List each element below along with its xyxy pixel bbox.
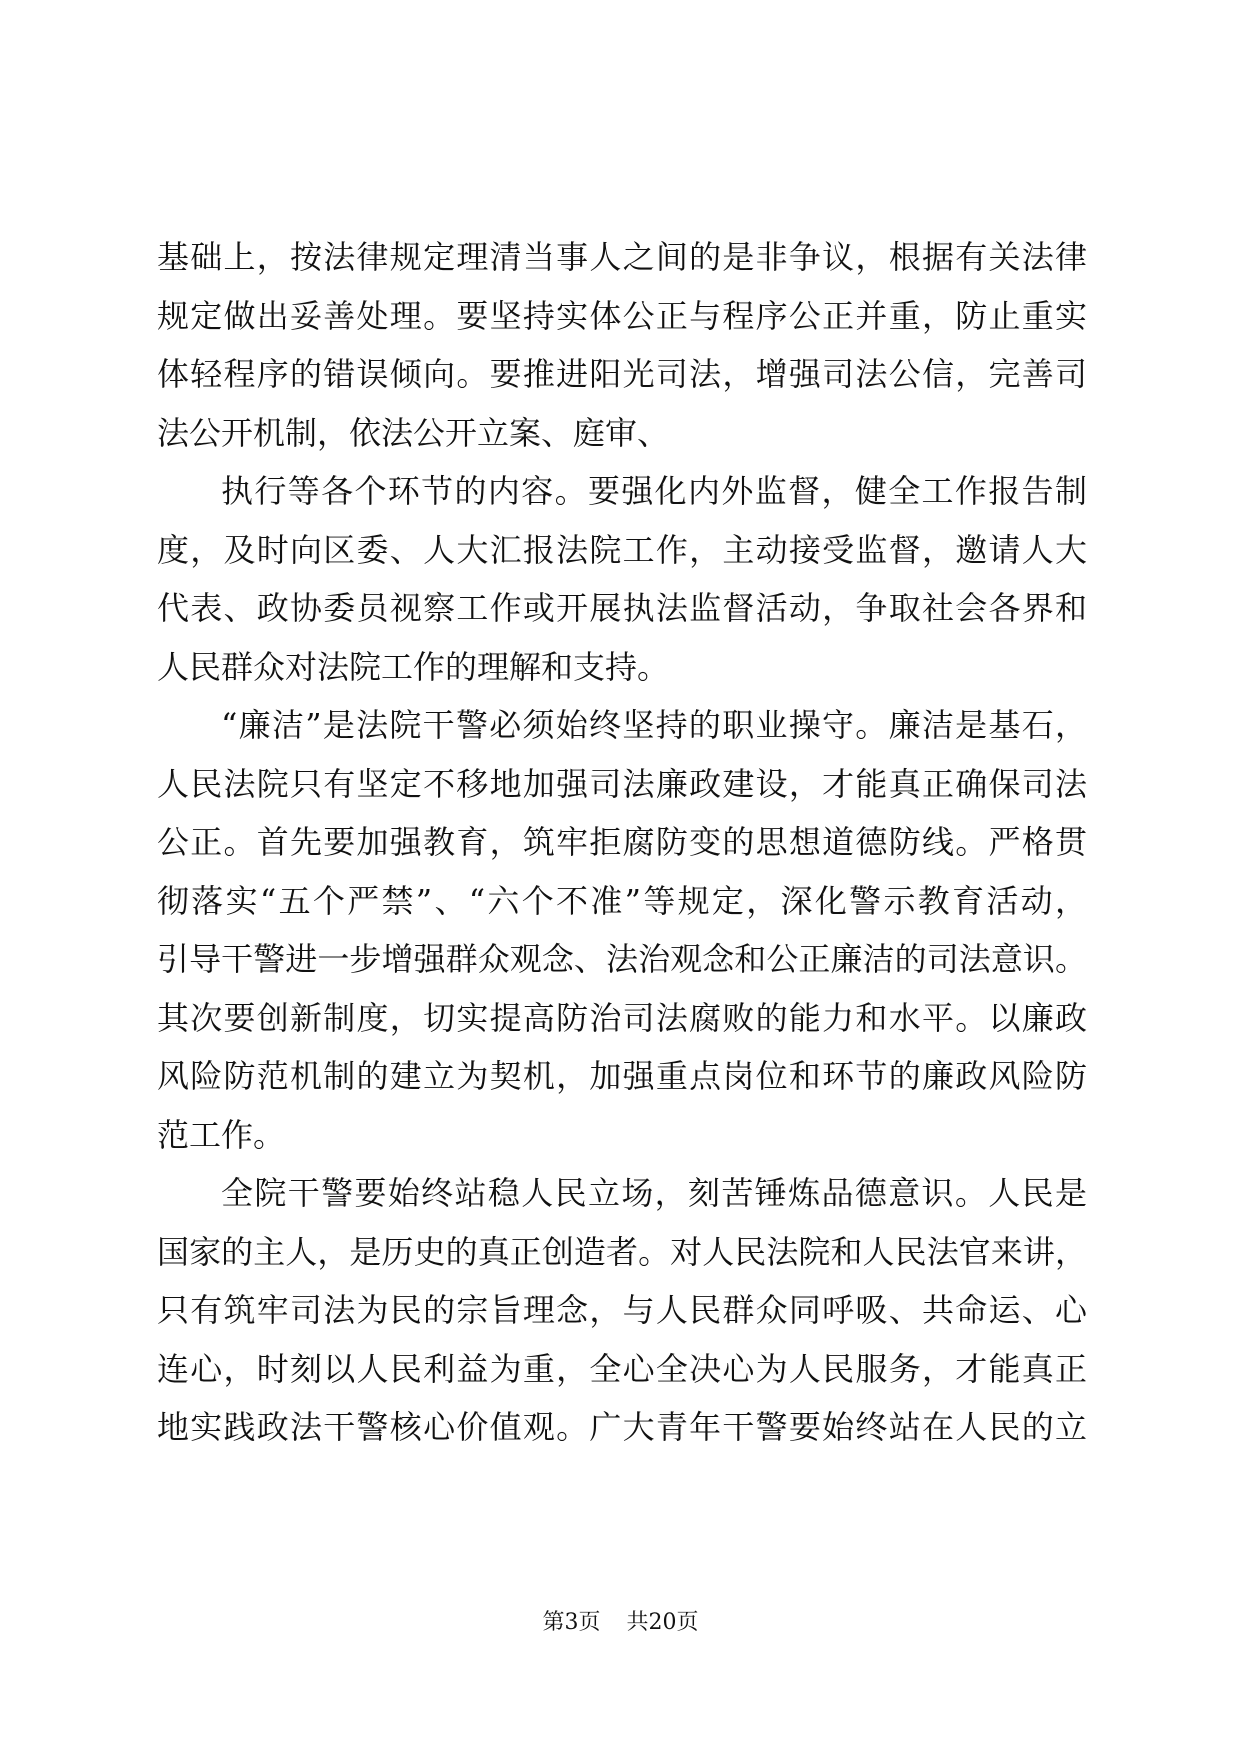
page-number: 第3页 bbox=[542, 1610, 601, 1635]
text-line: 人民法院只有坚定不移地加强司法廉政建设，才能真正确保司法 bbox=[157, 764, 1087, 803]
text-line: 范工作。 bbox=[157, 1115, 286, 1154]
text-line: 人民群众对法院工作的理解和支持。 bbox=[157, 647, 670, 686]
text-line: 国家的主人，是历史的真正创造者。对人民法院和人民法官来讲， bbox=[157, 1232, 1087, 1271]
text-line: 代表、政协委员视察工作或开展执法监督活动，争取社会各界和 bbox=[157, 589, 1087, 627]
text-line: 风险防范机制的建立为契机，加强重点岗位和环节的廉政风险防 bbox=[157, 1057, 1087, 1095]
text-line: 规定做出妥善处理。要坚持实体公正与程序公正并重，防止重实 bbox=[157, 296, 1087, 335]
text-line: 只有筑牢司法为民的宗旨理念，与人民群众同呼吸、共命运、心 bbox=[157, 1291, 1087, 1329]
page-footer bbox=[0, 1608, 1241, 1638]
text-line: 基础上，按法律规定理清当事人之间的是非争议，根据有关法律 bbox=[157, 238, 1087, 276]
text-line: 彻落实“五个严禁”、“六个不准”等规定，深化警示教育活动， bbox=[157, 881, 1087, 920]
text-line: 连心，时刻以人民利益为重，全心全决心为人民服务，才能真正 bbox=[157, 1349, 1087, 1388]
text-line: 引导干警进一步增强群众观念、法治观念和公正廉洁的司法意识。 bbox=[157, 940, 1087, 978]
text-line: 全院干警要始终站稳人民立场，刻苦锤炼品德意识。人民是 bbox=[221, 1174, 1087, 1212]
text-line: 度，及时向区委、人大汇报法院工作，主动接受监督，邀请人大 bbox=[157, 530, 1087, 569]
document-body bbox=[157, 228, 1087, 1457]
text-line: 执行等各个环节的内容。要强化内外监督，健全工作报告制 bbox=[221, 472, 1087, 510]
page-total: 共20页 bbox=[626, 1610, 699, 1635]
text-line: 体轻程序的错误倾向。要推进阳光司法，增强司法公信，完善司 bbox=[157, 355, 1087, 393]
text-line: 其次要创新制度，切实提高防治司法腐败的能力和水平。以廉政 bbox=[157, 998, 1087, 1037]
text-line: 地实践政法干警核心价值观。广大青年干警要始终站在人民的立 bbox=[157, 1408, 1087, 1446]
text-line: 公正。首先要加强教育，筑牢拒腐防变的思想道德防线。严格贯 bbox=[157, 823, 1087, 861]
text-line: 法公开机制，依法公开立案、庭审、 bbox=[157, 413, 670, 452]
text-line: “廉洁”是法院干警必须始终坚持的职业操守。廉洁是基石， bbox=[221, 706, 1087, 744]
